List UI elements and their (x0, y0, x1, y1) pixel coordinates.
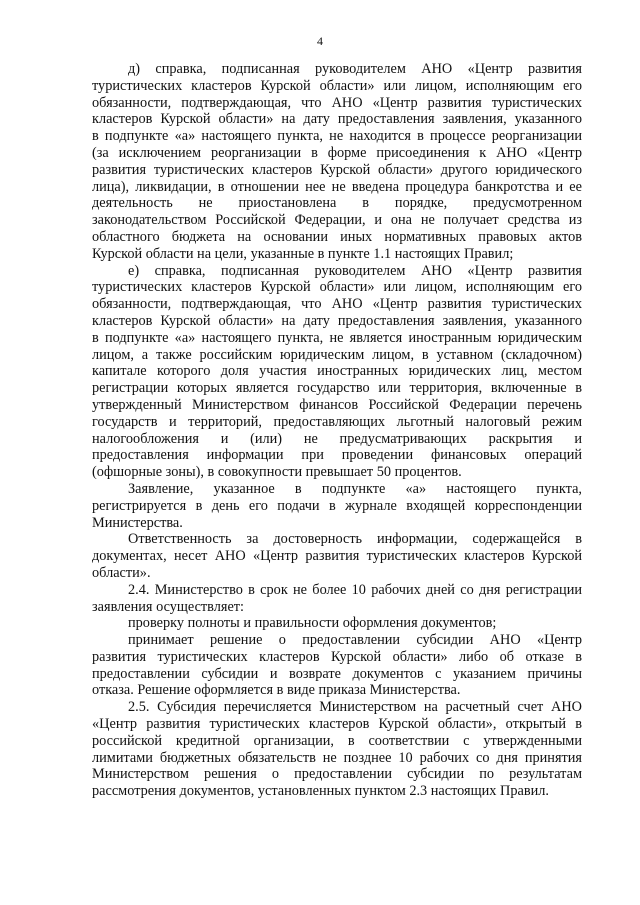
text-line: документах, несет АНО «Центр развития туристических кластеров Курской (92, 548, 582, 565)
text-line: обязанности, подтверждающая, что АНО «Центр развития туристических (92, 296, 582, 313)
text-line: лимитами бюджетных обязательств не позднее 10 рабочих со дня принятия (92, 749, 582, 766)
paragraph-p2-4-decision (92, 632, 582, 699)
paragraph-p2-4 (92, 582, 582, 616)
paragraph-p2-4-check (92, 615, 582, 632)
text-line: Заявление, указанное в подпункте «а» настоящего пункта, (128, 480, 582, 497)
text-line: обязанности, подтверждающая, что АНО «Центр развития туристических (92, 94, 582, 111)
text-line: областного бюджета на основании иных нормативных правовых актов (92, 228, 582, 245)
text-line: развития туристических кластеров Курской области» другого юридического (92, 161, 582, 178)
text-line: в подпункте «а» настоящего пункта, не находится в процессе реорганизации (92, 128, 582, 145)
text-line: «Центр развития туристических кластеров Курской области», открытый в (92, 716, 582, 733)
text-line: предоставлении субсидии и возврате документов с указанием причины (92, 665, 582, 682)
text-line: деятельность не приостановлена в порядке, предусмотренном (92, 195, 582, 212)
text-line: утвержденный Министерством финансов Российской Федерации перечень (92, 396, 582, 413)
text-line: е) справка, подписанная руководителем АНО «Центр развития (128, 262, 582, 279)
page-number: 4 (317, 34, 323, 48)
text-line: лица), ликвидации, в отношении нее не введена процедура банкротства и ее (92, 178, 582, 195)
paragraph-d (92, 61, 582, 263)
text-line: предоставления информации при проведении финансовых операций (92, 447, 582, 464)
text-line: кластеров Курской области» на дату предоставления заявления, указанного (92, 312, 582, 329)
text-line: туристических кластеров Курской области» или лицом, исполняющим его (92, 77, 582, 94)
text-line: законодательством Российской Федерации, и она не получает средства из (92, 212, 582, 229)
text-line: лицом, а также российским юридическим лицом, в уставном (складочном) (92, 346, 582, 363)
text-line: российской кредитной организации, в соответствии с утвержденными (92, 732, 582, 749)
text-line: 2.4. Министерство в срок не более 10 рабочих дней со дня регистрации (128, 581, 582, 598)
paragraph-e (92, 263, 582, 481)
text-line: 2.5. Субсидия перечисляется Министерством на расчетный счет АНО (128, 699, 582, 716)
text-line: проверку полноты и правильности оформления документов; (128, 615, 497, 632)
paragraph-p2-5 (92, 699, 582, 800)
text-line: капитале которого доля участия иностранных юридических лиц, местом (92, 363, 582, 380)
text-line: в подпункте «а» настоящего пункта, не является иностранным юридическим (92, 329, 582, 346)
document-body (92, 61, 582, 800)
text-line: Министерством решения о предоставлении субсидии по результатам (92, 766, 582, 783)
text-line: заявления осуществляет: (92, 598, 245, 615)
text-line: принимает решение о предоставлении субсидии АНО «Центр (128, 632, 582, 649)
text-line: развития туристических кластеров Курской области» либо об отказе в (92, 648, 582, 665)
text-line: Министерства. (92, 514, 183, 531)
text-line: Ответственность за достоверность информации, содержащейся в (128, 531, 582, 548)
text-line: Курской области на цели, указанные в пункте 1.1 настоящих Правил; (92, 245, 514, 262)
text-line: кластеров Курской области» на дату предоставления заявления, указанного (92, 111, 582, 128)
text-line: налогообложения и (или) не предусматривающих раскрытия и (92, 430, 582, 447)
text-line: туристических кластеров Курской области» или лицом, исполняющим его (92, 279, 582, 296)
text-line: (за исключением реорганизации в форме присоединения к АНО «Центр (92, 144, 582, 161)
paragraph-responsibility (92, 531, 582, 581)
text-line: регистрируется в день его подачи в журнале входящей корреспонденции (92, 497, 582, 514)
text-line: рассмотрения документов, установленных пунктом 2.3 настоящих Правил. (92, 783, 549, 800)
text-line: (офшорные зоны), в совокупности превышает 50 процентов. (92, 464, 462, 481)
text-line: отказа. Решение оформляется в виде приказа Министерства. (92, 682, 461, 699)
text-line: государств и территорий, предоставляющих льготный налоговый режим (92, 413, 582, 430)
text-line: области». (92, 564, 151, 581)
text-line: регистрации которых является государство или территория, включенные в (92, 380, 582, 397)
text-line: д) справка, подписанная руководителем АНО «Центр развития (128, 61, 582, 77)
paragraph-registration (92, 481, 582, 531)
